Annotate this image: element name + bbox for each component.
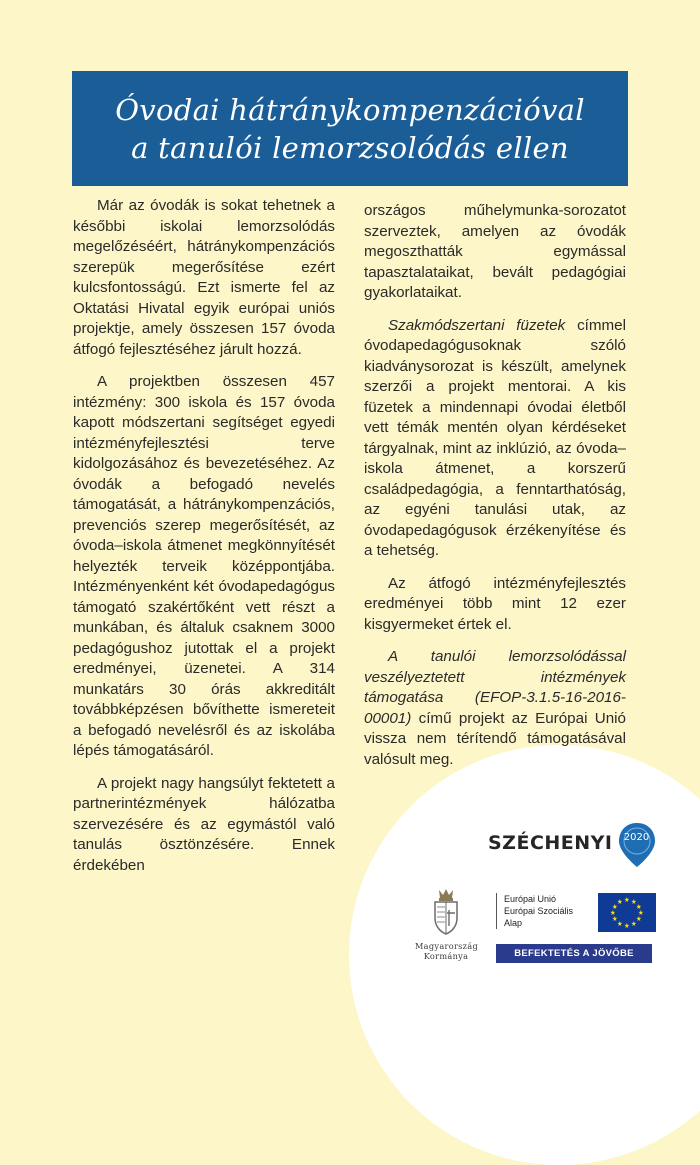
location-pin-icon (617, 822, 657, 868)
eu-line-3: Alap (504, 918, 523, 928)
left-column (73, 196, 335, 888)
eu-funding-logo (496, 893, 656, 963)
right-column (364, 201, 626, 782)
right-paragraph-3: Az átfogó intézményfejlesztés eredményei több mint 12 ezer kisgyermeket értek el. (364, 574, 626, 633)
eu-text-block (496, 893, 584, 929)
szechenyi-label: SZÉCHENYI (488, 832, 613, 854)
left-paragraph-3: A projekt nagy hangsúlyt fektetett a partnerintézmények hálózatba szervezésére és az egymástól való tanulás ösztönzésére. Ennek érdekében (73, 774, 335, 874)
eu-line-1: Európai Unió (504, 894, 557, 904)
right-paragraph-4 (364, 647, 626, 770)
hungarian-government-logo (415, 886, 477, 961)
right-paragraph-2-text: címmel óvodapedagógusoknak szóló kiadványsorozat is készült, amelynek szerzői a projekt mentorai. A kis füzetek a mindennapi óvodai életből vett témák mentén olyan kérdéseket tárgyalnak, mint az inklúzió, az óvoda–iskola átmenet, a korszerű családpedagógia, a fenntarthatóság, az egyéni tanulási utak, az óvodapedagógusok érzékenyítése és a tehetség. (364, 316, 626, 559)
szechenyi-2020-logo (488, 818, 657, 868)
szechenyi-year: 2020 (623, 832, 650, 843)
right-paragraph-2 (364, 316, 626, 562)
coat-of-arms-icon (429, 886, 463, 936)
left-paragraph-1: Már az óvodák is sokat tehetnek a későbbi iskolai lemorzsolódás megelőzéséért, hátránykompenzációs szerepük megerősítése ezért kulcsfontosságú. Ezt ismerte fel az Oktatási Hivatal egyik európai uniós projektje, amely összesen 157 óvoda átfogó fejlesztéséhez járult hozzá. (73, 197, 335, 358)
right-paragraph-1: országos műhelymunka-sorozatot szerveztek, amelyen az óvodák megoszthatták egymással tapasztalataikat, bevált pedagógiai gyakorlataikat. (364, 202, 626, 301)
title-banner (72, 71, 628, 186)
project-title: A tanulói lemorzsolódással veszélyeztetett intézmények támogatása (EFOP-3.1.5-16-2016-00001) (364, 648, 626, 727)
title-line-1: Óvodai hátránykompenzációval (115, 92, 585, 127)
eu-line-2: Európai Szociális (504, 906, 574, 916)
title-line-2: a tanulói lemorzsolódás ellen (131, 130, 569, 165)
gov-name-line-2: Kormánya (423, 951, 469, 961)
gov-name-line-1: Magyarország (415, 941, 479, 951)
left-paragraph-2: A projektben összesen 457 intézmény: 300 iskola és 157 óvoda kapott módszertani segítséget egyedi intézményfejlesztési terve kidolgozásához és bevezetéséhez. Az óvodák a befogadó nevelés támogatását, a hátránykompenzációs, prevenciós szerep megerősítését, az óvoda–iskola átmenet megkönnyítését helyezték terveik középpontjába. Intézményenként két óvodapedagógus támogató szakértőként vett részt a munkában, és általuk csaknem 3000 pedagógushoz jutottak el a projekt eredményei, üzenetei. A 314 munkatárs 30 órás akkreditált továbbképzésen bővíthette ismereteit a befogadó nevelésről és az iskolába lépés támogatásáról. (73, 373, 335, 759)
right-paragraph-4-text: című projekt az Európai Unió vissza nem térítendő támogatásával valósult meg. (364, 709, 626, 768)
publication-title: Szakmódszertani füzetek (388, 316, 566, 334)
invest-banner: BEFEKTETÉS A JÖVŐBE (496, 944, 652, 963)
eu-flag-icon: ★ ★ ★ ★ ★ ★ ★ ★ ★ ★ ★ ★ (598, 893, 656, 932)
